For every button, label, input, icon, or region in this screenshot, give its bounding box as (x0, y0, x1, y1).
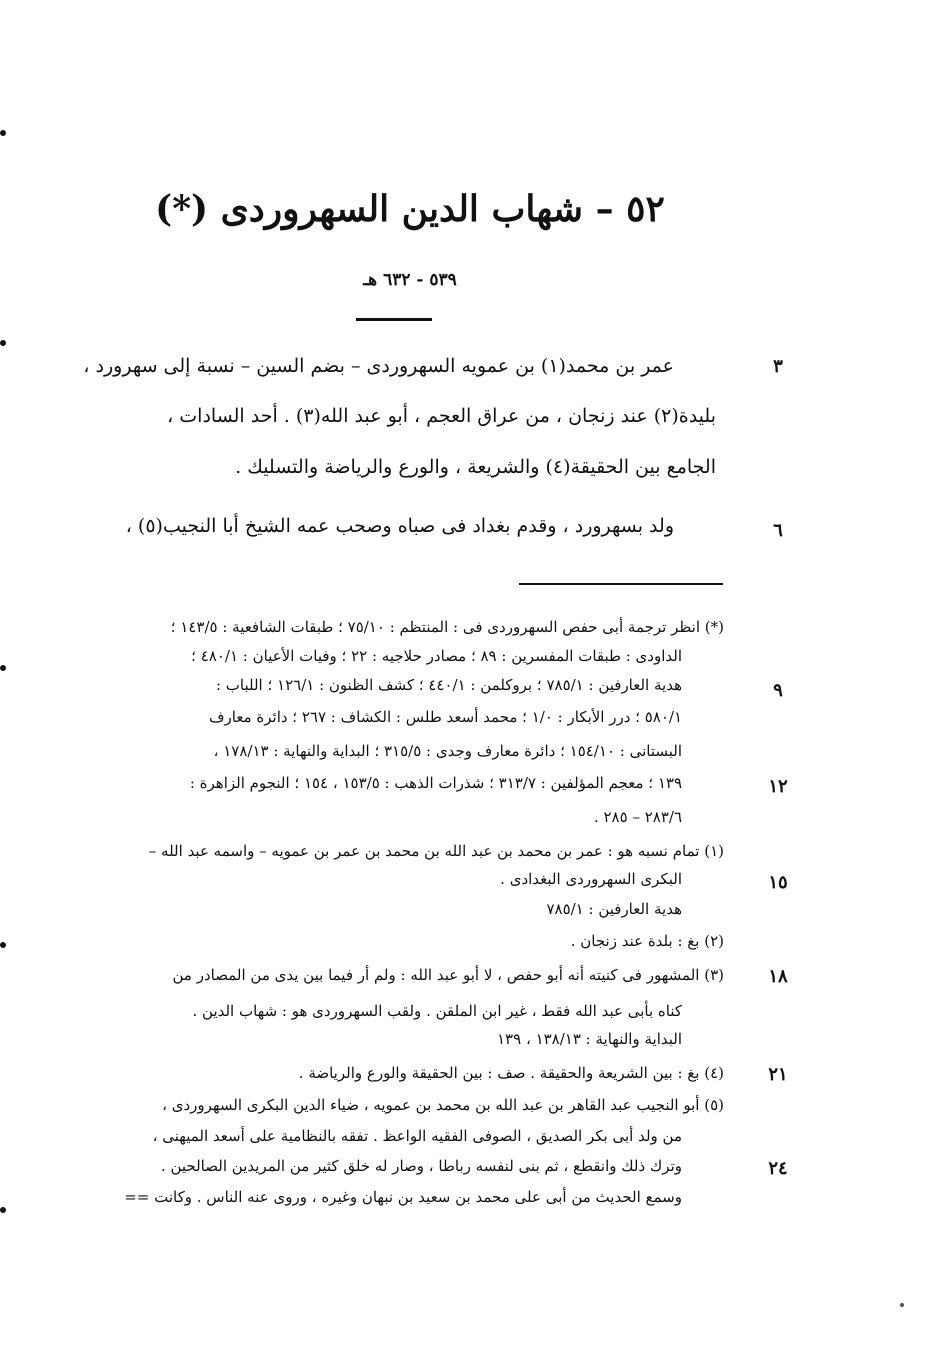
footnote-line: كناه بأبى عبد الله فقط ، غير ابن الملقن . ولقب السهروردى هو : شهاب الدين . (192, 1002, 682, 1020)
footnote-line: (٤) بغ : بين الشريعة والحقيقة . صف : بين الحقيقة والورع والرياضة . (298, 1064, 724, 1082)
line-number: ٩ (773, 680, 783, 701)
line-number-6: ٦ (773, 520, 783, 541)
footnote-line: ٢٨٣/٦ – ٢٨٥ . (593, 808, 682, 826)
footnote-line: (٣) المشهور فى كنيته أنه أبو حفص ، لا أبو عبد الله : ولم أر فيما بين يدى من المصادر من (172, 966, 724, 984)
footnote-line: البستانى : ١٥٤/١٠ ؛ دائرة معارف وجدى : ٣١٥/٥ ؛ البداية والنهاية : ١٧٨/١٣ ، (213, 742, 682, 760)
footnote-line: هدية العارفين : ٧٨٥/١ (546, 900, 682, 918)
scan-mark (0, 665, 6, 671)
scan-mark (0, 130, 6, 136)
scan-mark (900, 1303, 904, 1307)
footnote-line: البكرى السهروردى البغدادى . (500, 870, 682, 888)
life-dates: ٥٣٩ - ٦٣٢ هـ (363, 270, 457, 290)
line-number-3: ٣ (773, 356, 783, 377)
footnote-line: هدية العارفين : ٧٨٥/١ ؛ بروكلمن : ٤٤٠/١ ؛ كشف الظنون : ١٢٦/١ ؛ اللباب : (215, 676, 682, 694)
footnote-line: ٥٨٠/١ ؛ درر الأبكار : ١/٠ ؛ محمد أسعد طلس : الكشاف : ٢٦٧ ؛ دائرة معارف (208, 708, 682, 726)
line-number: ٢١ (768, 1064, 788, 1085)
body-line-3: الجامع بين الحقيقة(٤) والشريعة ، والورع والرياضة والتسليك . (235, 456, 716, 478)
footnote-line: ١٣٩ ؛ معجم المؤلفين : ٣١٣/٧ ؛ شذرات الذهب : ١٥٣/٥ ، ١٥٤ ؛ النجوم الزاهرة : (189, 774, 682, 792)
scan-mark (0, 1207, 6, 1213)
footnote-line: (*) انظر ترجمة أبى حفص السهروردى فى : المنتظم : ٧٥/١٠ ؛ طبقات الشافعية : ١٤٣/٥ ؛ (170, 618, 724, 636)
line-number: ٢٤ (768, 1158, 788, 1179)
line-number: ١٨ (768, 966, 788, 987)
line-number: ١٢ (768, 776, 788, 797)
footnote-line: (١) تمام نسبه هو : عمر بن محمد بن عبد الله بن محمد بن عمر بن عمويه – واسمه عبد الله – (148, 842, 724, 860)
footnote-line: (٢) بغ : بلدة عند زنجان . (570, 932, 724, 950)
footnote-line: من ولد أبى بكر الصديق ، الصوفى الفقيه الواعظ . تفقه بالنظامية على أسعد الميهنى ، (152, 1127, 682, 1145)
footnote-divider (519, 583, 723, 585)
line-number: ١٥ (768, 872, 788, 893)
footnote-line: الداودى : طبقات المفسرين : ٨٩ ؛ مصادر حلاجيه : ٢٢ ؛ وفيات الأعيان : ٤٨٠/١ ؛ (191, 647, 682, 665)
scan-mark (0, 942, 6, 948)
footnote-line: البداية والنهاية : ١٣٨/١٣ ، ١٣٩ (497, 1030, 682, 1048)
body-line-1: عمر بن محمد(١) بن عمويه السهروردى – بضم السين – نسبة إلى سهرورد ، (83, 355, 674, 377)
title-divider (356, 318, 432, 321)
scan-mark (0, 340, 6, 346)
page-title: ٥٢ – شهاب الدين السهروردى (*) (155, 188, 665, 230)
footnote-line: وسمع الحديث من أبى على محمد بن سعيد بن نبهان وغيره ، وروى عنه الناس . وكانت == (124, 1188, 682, 1206)
body-line-4: ولد بسهرورد ، وقدم بغداد فى صباه وصحب عمه الشيخ أبا النجيب(٥) ، (125, 515, 674, 537)
footnote-line: وترك ذلك وانقطع ، ثم بنى لنفسه رباطا ، وصار له خلق كثير من المريدين الصالحين . (160, 1157, 682, 1175)
footnote-line: (٥) أبو النجيب عبد القاهر بن عبد الله بن محمد بن عمويه ، ضياء الدين البكرى السهروردى ، (162, 1096, 724, 1114)
body-line-2: بليدة(٢) عند زنجان ، من عراق العجم ، أبو عبد الله(٣) . أحد السادات ، (167, 405, 716, 427)
